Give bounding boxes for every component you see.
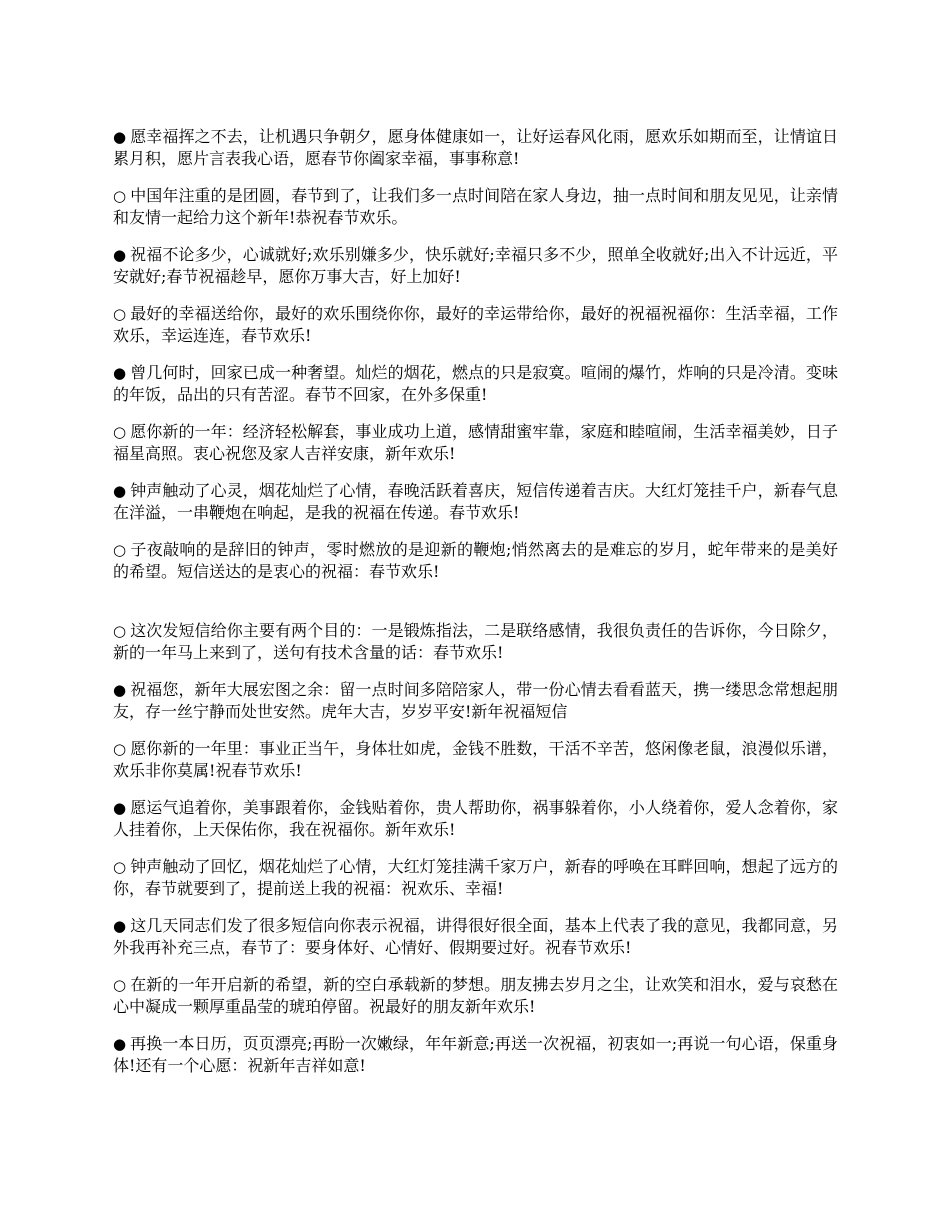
filled-circle-bullet-icon: ● (113, 681, 127, 699)
paragraph-text: 愿运气追着你，美事跟着你，金钱贴着你，贵人帮助你，祸事躲着你，小人绕着你，爱人念着你，家人挂着你，上天保佑你，我在祝福你。新年欢乐! (113, 798, 838, 839)
paragraph-text: 子夜敲响的是辞旧的钟声，零时燃放的是迎新的鞭炮;悄然离去的是难忘的岁月，蛇年带来的是美好的希望。短信送达的是衷心的祝福：春节欢乐! (113, 540, 838, 581)
greeting-paragraph (113, 1033, 838, 1077)
hollow-circle-bullet-icon: ○ (113, 858, 127, 876)
greeting-paragraph (113, 738, 838, 782)
paragraph-text: 愿你新的一年：经济轻松解套，事业成功上道，感情甜蜜牢靠，家庭和睦喧闹，生活幸福美妙，日子福星高照。衷心祝您及家人吉祥安康，新年欢乐! (113, 422, 838, 463)
greeting-paragraph (113, 797, 838, 841)
hollow-circle-bullet-icon: ○ (113, 541, 127, 559)
hollow-circle-bullet-icon: ○ (113, 622, 127, 640)
greeting-paragraph (113, 303, 838, 347)
greeting-paragraph (113, 126, 838, 170)
filled-circle-bullet-icon: ● (113, 799, 127, 817)
hollow-circle-bullet-icon: ○ (113, 976, 127, 994)
greeting-paragraph (113, 244, 838, 288)
paragraph-text: 这次发短信给你主要有两个目的：一是锻炼指法，二是联络感情，我很负责任的告诉你，今日除夕，新的一年马上来到了，送句有技术含量的话：春节欢乐! (113, 621, 838, 662)
hollow-circle-bullet-icon: ○ (113, 305, 127, 323)
greeting-paragraph (113, 480, 838, 524)
paragraph-text: 中国年注重的是团圆，春节到了，让我们多一点时间陪在家人身边，抽一点时间和朋友见见，让亲情和友情一起给力这个新年!恭祝春节欢乐。 (113, 186, 838, 227)
section-gap (113, 598, 838, 620)
paragraph-text: 祝福不论多少，心诚就好;欢乐别嫌多少，快乐就好;幸福只多不少，照单全收就好;出入不计远近，平安就好;春节祝福趁早，愿你万事大吉，好上加好! (113, 245, 838, 286)
document-page (113, 126, 838, 1092)
hollow-circle-bullet-icon: ○ (113, 187, 127, 205)
filled-circle-bullet-icon: ● (113, 1035, 127, 1053)
paragraph-text: 最好的幸福送给你，最好的欢乐围绕你你，最好的幸运带给你，最好的祝福祝福你：生活幸福，工作欢乐，幸运连连，春节欢乐! (113, 304, 838, 345)
paragraph-text: 愿幸福挥之不去，让机遇只争朝夕，愿身体健康如一，让好运春风化雨，愿欢乐如期而至，让情谊日累月积，愿片言表我心语，愿春节你阖家幸福，事事称意! (113, 127, 838, 168)
paragraph-text: 在新的一年开启新的希望，新的空白承载新的梦想。朋友拂去岁月之尘，让欢笑和泪水，爱与哀愁在心中凝成一颗厚重晶莹的琥珀停留。祝最好的朋友新年欢乐! (113, 975, 838, 1016)
hollow-circle-bullet-icon: ○ (113, 740, 127, 758)
greeting-paragraph (113, 362, 838, 406)
paragraph-text: 曾几何时，回家已成一种奢望。灿烂的烟花，燃点的只是寂寞。喧闹的爆竹，炸响的只是冷清。变味的年饭，品出的只有苦涩。春节不回家，在外多保重! (113, 363, 838, 404)
paragraph-text: 钟声触动了回忆，烟花灿烂了心情，大红灯笼挂满千家万户，新春的呼唤在耳畔回响，想起了远方的你，春节就要到了，提前送上我的祝福：祝欢乐、幸福! (113, 857, 838, 898)
paragraph-text: 祝福您，新年大展宏图之余：留一点时间多陪陪家人，带一份心情去看看蓝天，携一缕思念常想起朋友，存一丝宁静而处世安然。虎年大吉，岁岁平安!新年祝福短信 (113, 680, 838, 721)
hollow-circle-bullet-icon: ○ (113, 423, 127, 441)
filled-circle-bullet-icon: ● (113, 917, 127, 935)
greeting-paragraph (113, 421, 838, 465)
greeting-paragraph (113, 185, 838, 229)
filled-circle-bullet-icon: ● (113, 482, 127, 500)
paragraph-text: 再换一本日历，页页漂亮;再盼一次嫩绿，年年新意;再送一次祝福，初衷如一;再说一句心语，保重身体!还有一个心愿：祝新年吉祥如意! (113, 1034, 838, 1075)
greeting-paragraph (113, 539, 838, 583)
filled-circle-bullet-icon: ● (113, 128, 127, 146)
filled-circle-bullet-icon: ● (113, 364, 127, 382)
greeting-paragraph (113, 620, 838, 664)
greeting-paragraph (113, 974, 838, 1018)
paragraph-text: 这几天同志们发了很多短信向你表示祝福，讲得很好很全面，基本上代表了我的意见，我都同意，另外我再补充三点，春节了：要身体好、心情好、假期要过好。祝春节欢乐! (113, 916, 838, 957)
filled-circle-bullet-icon: ● (113, 246, 127, 264)
paragraph-text: 愿你新的一年里：事业正当午，身体壮如虎，金钱不胜数，干活不辛苦，悠闲像老鼠，浪漫似乐谱，欢乐非你莫属!祝春节欢乐! (113, 739, 838, 780)
greeting-paragraph (113, 679, 838, 723)
paragraph-text: 钟声触动了心灵，烟花灿烂了心情，春晚活跃着喜庆，短信传递着吉庆。大红灯笼挂千户，新春气息在洋溢，一串鞭炮在响起，是我的祝福在传递。春节欢乐! (113, 481, 838, 522)
greeting-paragraph (113, 915, 838, 959)
greeting-paragraph (113, 856, 838, 900)
